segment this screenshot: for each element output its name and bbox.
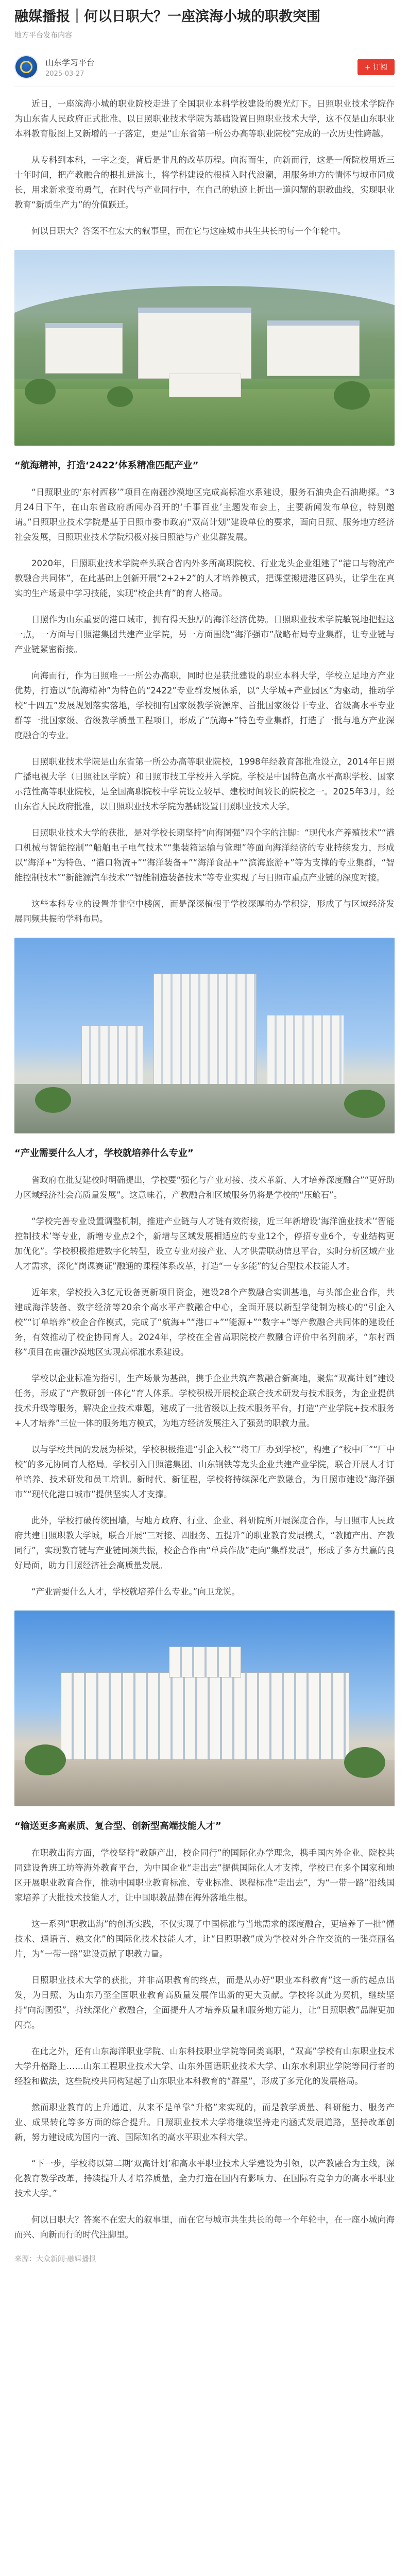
paragraph: 从专科到本科，一字之变，背后是非凡的改革历程。向海而生，向新而行，这是一所院校用近三十年时间，把产教融合的根扎进滨土，将学科建设的根植入时代浪潮，用服务地方的情怀与城市同成长，用求新求变的勇气，在时代与产业同行中，在自己的轨迹上折出一道闪耀的职教曲线，实现职业教育“新质生产力”的价值跃迁。 <box>14 155 395 210</box>
campus-front-photo <box>14 1611 395 1806</box>
paragraph: “学校完善专业设置调整机制，推进产业链与人才链有效衔接，近三年新增设‘海洋渔业技术’‘智能控制技术’等专业，新增专业点2个，新增与区域发展相适应的专业12个，停招专业6个，专业结构更加优化”。学校积极推进数字化转型，设立专业对接产业、人才供需联动信息平台，实时分析区域产业人才需求，深化“岗课赛证”融通的课程体系改革，打造“一专多能”的复合型技术技能人才。 <box>14 1216 395 1271</box>
paragraph: 省政府在批复建校时明确提出，学校要“强化与产业对接、技术革新、人才培养深度融合”“更好助力区域经济社会高质量发展”。这意味着，产教融合和区域服务仍将是学校的“压舱石”。 <box>14 1175 395 1200</box>
paragraph: 学校以企业标准为指引，生产场景为基础，携手企业共筑产教融合新高地，聚焦“双高计划”建设任务，形成了“产教研创一体化”育人体系。学校积极开展校企联合技术研发与技术服务，为企业提供技术升级等服务，解决企业技术难题，建成了一批省级以上技术服务平台，打造“产业学院+技术服务+人才培养”三位一体的服务地方模式，为地方经济发展注入了强劲的职教力量。 <box>14 1374 395 1428</box>
paragraph: 在职教出海方面，学校坚持“教随产出，校企同行”的国际化办学理念，携手国内外企业、院校共同建设鲁班工坊等海外教育平台，为中国企业“走出去”提供国际化人才支撑，学校已在多个国家和地区开展职业教育合作，推动中国职业教育标准、专业标准、课程标准“走出去”，为“一带一路”沿线国家培养了大批技术技能人才，让中国职教品牌在海外落地生根。 <box>14 1848 395 1903</box>
publish-date: 2025-03-27 <box>45 70 84 78</box>
paragraph: 日照作为山东重要的港口城市，拥有得天独厚的海洋经济优势。日照职业技术学院敏锐地把握这一点，一方面与日照港集团共建产业学院，另一方面围绕“海洋强市”战略布局专业集群，让专业链与产业链紧密衔接。 <box>14 615 395 654</box>
section-heading: “输送更多高素质、复合型、创新型高端技能人才” <box>14 1821 221 1832</box>
paragraph: 日照职业技术大学的获批，并非高职教育的终点，而是从办好“职业本科教育”这一新的起点出发，为日照、为山东乃至全国职业教育高质量发展作出新的更大贡献。学校将以此为契机，继续坚持“向海图强”，持续深化产教融合，全面提升人才培养质量和服务地方能力，让“日照职教”品牌更加闪亮。 <box>14 1975 395 2030</box>
paragraph: 近日，一座滨海小城的职业院校走进了全国职业本科学校建设的聚光灯下。日照职业技术学院作为山东省人民政府正式批准、以日照职业技术学院为基础设置日照职业技术大学，这不仅是山东职业本科教育版图上又新增的一子落定，更是“山东省第一所公办高等职业院校”完成的一次历史性跨越。 <box>14 99 395 139</box>
section-heading: “航海精神，打造‘2422’体系精准匹配产业” <box>14 460 199 471</box>
paragraph: 2020年，日照职业技术学院牵头联合省内外多所高职院校、行业龙头企业组建了“港口与物流产教融合共同体”，在此基础上创新开展“2+2+2”的人才培养模式，把课堂搬进港区码头，让学生在真实的生产场景中学习技能，实现“校企共育”的育人格局。 <box>14 558 395 598</box>
paragraph: 日照职业技术大学的获批，是对学校长期坚持“向海图强”四个字的注脚：“现代水产养殖技术”“港口机械与智能控制”“船舶电子电气技术”“集装箱运输与管理”等面向海洋经济的专业持续发力，形成以“海洋+”为特色、“港口物流+”“海洋装备+”“海洋食品+”“滨海旅游+”等为支撑的专业集群，“智能控制技术”“新能源汽车技术”“智能制造装备技术”等专业实现了与日照市重点产业链的深度对接。 <box>14 828 395 883</box>
paragraph: “日照职业的‘东村西移’”项目在南疆沙漠地区完成高标准水系建设，服务石油央企石油勘探。“3月24日下午，在山东省政府新闻办召开的‘千事百业’主题发布会上，主要新闻发布单位，特别邀请。”日照职业技术学院是基于日照市委市政府“双高计划”建设单位的要求，面向日照、服务地方经济社会发展，日照职业技术学院积极对接日照港与产业集群发展。 <box>14 487 395 542</box>
paragraph: 这些本科专业的设置并非空中楼阁，而是深深植根于学校深厚的办学积淀，形成了与区域经济发展同频共振的学科布局。 <box>14 899 395 924</box>
source-note: 来源：大众新闻·融媒播报 <box>14 2255 96 2263</box>
avatar[interactable] <box>14 55 38 79</box>
article-title: 融媒播报｜何以日职大？一座滨海小城的职教突围 <box>14 9 320 25</box>
campus-building-photo <box>14 938 395 1133</box>
author-meta <box>45 56 95 78</box>
paragraph: 在此之外，还有山东海洋职业学院、山东科技职业学院等同类高职，“双高”学校有山东职业技术大学升格路上……山东工程职业技术大学、山东外国语职业技术大学、山东水利职业学院等同行者的经验和做法，这些院校共同构建起了山东职业本科教育的“群星”，形成了多元化的发展格局。 <box>14 2046 395 2086</box>
paragraph: 日照职业技术学院是山东省第一所公办高等职业院校，1998年经教育部批准设立，2014年日照广播电视大学（日照社区学院）和日照市技工学校并入学院。学校是中国特色高水平高职学校、国家示范性高等职业院校，是全国高职院校中学院设立较早、建校时间较长的院校之一。2025年3月，经山东省人民政府批准，以日照职业技术学院为基础设置日照职业技术大学。 <box>14 757 395 811</box>
paragraph: “产业需要什么人才，学校就培养什么专业。”向卫龙说。 <box>31 1587 240 1597</box>
paragraph: “下一步，学校将以第二期‘双高计划’和高水平职业技术大学建设为引领，以产教融合为主线，深化教育教学改革，持续提升人才培养质量，全力打造在国内有影响力、在国际有竞争力的高水平职业技术大学。” <box>14 2159 395 2198</box>
article-source: 地方平台发布内容 <box>14 31 72 40</box>
paragraph: 何以日职大？答案不在宏大的叙事里，而在它与这座城市共生共长的每一个年轮中。 <box>31 226 346 236</box>
paragraph: 这一系列“职教出海”的创新实践，不仅实现了中国标准与当地需求的深度融合，更培养了一批“懂技术、通语言、熟文化”的国际化技术技能人才，让“日照职教”成为学校对外合作交流的一张亮丽名片，为“一带一路”建设贡献了职教力量。 <box>14 1919 395 1959</box>
campus-aerial-photo <box>14 250 395 446</box>
paragraph: 向海而行，作为日照唯一一所公办高职，同时也是获批建设的职业本科大学，学校立足地方产业优势，打造以“航海精神”为特色的“2422”专业群发展体系，以“大学城+产业园区”为驱动，推动学校“十四五”发展规划落实落地，学校拥有国家级教学资源库、首批国家级骨干专业、省级高水平专业群等一批国家级、省级教学质量工程项目，形成了“航海+”特色专业集群，打造了一批与地方产业深度融合的专业。 <box>14 671 395 740</box>
author-name[interactable]: 山东学习平台 <box>45 58 95 67</box>
follow-button[interactable]: + 订阅 <box>357 59 395 75</box>
paragraph: 然而职业教育的上升通道，从来不是单靠“升格”来实现的，而是教学质量、科研能力、服务产业、成果转化等多方面的综合提升。日照职业技术大学将继续坚持走内涵式发展道路，坚持改革创新，努力建设成为国内一流、国际知名的高水平职业本科大学。 <box>14 2103 395 2142</box>
author-info[interactable] <box>14 55 95 79</box>
paragraph: 以与学校共同的发展为桥梁，学校积极推进“引企入校”“将工厂办到学校”，构建了“校中厂”“厂中校”的多元协同育人格局。学校引入日照港集团、山东钢铁等龙头企业共建产业学院，联合开展人才订单培养、技术研发和员工培训。新时代、新征程，学校将持续深化产教融合，为日照市建设“海洋强市”“现代化港口城市”提供坚实人才支撑。 <box>14 1445 395 1499</box>
paragraph: 近年来，学校投入3亿元设备更新项目资金，建设28个产教融合实训基地，与头部企业合作，共建成海洋装备、数字经济等20余个高水平产教融合中心，全面开展以新型学徒制为核心的“引企入校”“订单培养”校企合作模式，完成了“航海+”“港口+”“能源+”“数字+”等产教融合共同体的建设任务，有效推动了校企协同育人。2024年，学校在全省高职院校产教融合评价中名列前茅，“东村西移”项目在南疆沙漠地区实现高标准水系建设。 <box>14 1287 395 1357</box>
paragraph: 此外，学校打破传统围墙，与地方政府、行业、企业、科研院所开展深度合作，与日照市人民政府共建日照职教大学城，联合开展“三对接、四服务、五提升”的职业教育发展模式，“教随产出、产教同行”，实现教育链与产业链同频共振，校企合作由“单兵作战”走向“集群发展”，形成了多方共赢的良好局面，助力日照经济社会高质量发展。 <box>14 1516 395 1570</box>
paragraph: 何以日职大？答案不在宏大的叙事里，而在它与城市共生共长的每一个年轮中，在一座小城向海而兴、向新而行的时代注脚里。 <box>14 2215 395 2240</box>
author-bar <box>14 53 395 81</box>
section-heading: “产业需要什么人才，学校就培养什么专业” <box>14 1148 194 1159</box>
